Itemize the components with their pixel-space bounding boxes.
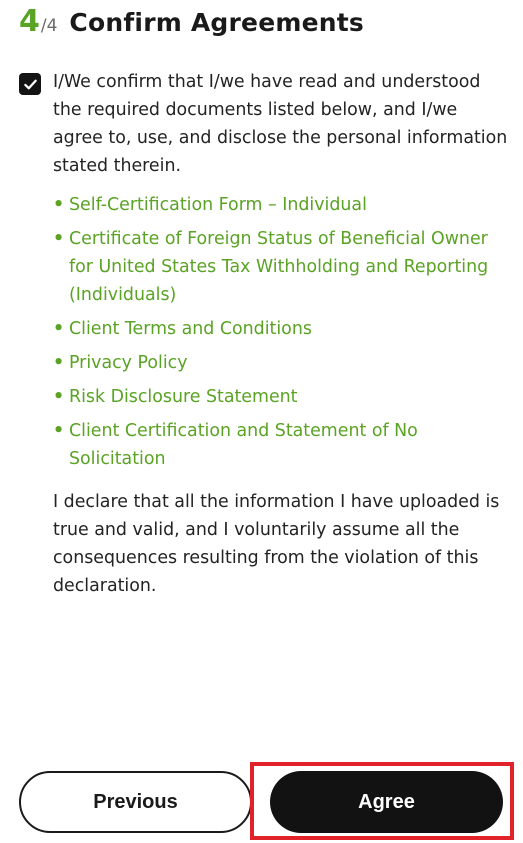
- document-link-label: Client Terms and Conditions: [69, 319, 312, 339]
- document-list: [53, 191, 511, 473]
- agree-button[interactable]: Agree: [270, 771, 503, 833]
- document-link-client-terms[interactable]: [53, 315, 511, 343]
- check-icon: [23, 77, 38, 92]
- document-link-privacy-policy[interactable]: [53, 349, 511, 377]
- document-link-label: Privacy Policy: [69, 353, 188, 373]
- document-link-self-certification[interactable]: [53, 191, 511, 219]
- bullet-icon: •: [53, 229, 65, 249]
- step-current-number: 4: [19, 4, 40, 39]
- document-link-risk-disclosure[interactable]: [53, 383, 511, 411]
- bullet-icon: •: [53, 387, 65, 407]
- page-title: Confirm Agreements: [69, 8, 364, 37]
- document-link-label: Certificate of Foreign Status of Beneficial Owner for United States Tax Withholding and Reporting (Individuals): [69, 229, 489, 305]
- bullet-icon: •: [53, 195, 65, 215]
- document-link-label: Risk Disclosure Statement: [69, 387, 298, 407]
- document-link-foreign-status-certificate[interactable]: [53, 225, 511, 309]
- previous-button[interactable]: Previous: [19, 771, 252, 833]
- bullet-icon: •: [53, 421, 65, 441]
- bullet-icon: •: [53, 319, 65, 339]
- step-header: [19, 2, 364, 42]
- document-link-label: Client Certification and Statement of No Solicitation: [69, 421, 418, 469]
- agreement-checkbox[interactable]: [19, 73, 41, 95]
- agreement-section: [19, 68, 511, 600]
- declaration-text: I declare that all the information I have uploaded is true and valid, and I voluntarily assume all the consequences resulting from the violation of this declaration.: [53, 492, 500, 596]
- document-link-client-certification[interactable]: [53, 417, 511, 473]
- bullet-icon: •: [53, 353, 65, 373]
- step-total-count: /4: [40, 16, 58, 36]
- document-link-label: Self-Certification Form – Individual: [69, 195, 367, 215]
- confirm-row: [19, 68, 511, 180]
- confirm-text: I/We confirm that I/we have read and understood the required documents listed below, and I/we agree to, use, and disclose the personal information stated therein.: [53, 72, 508, 176]
